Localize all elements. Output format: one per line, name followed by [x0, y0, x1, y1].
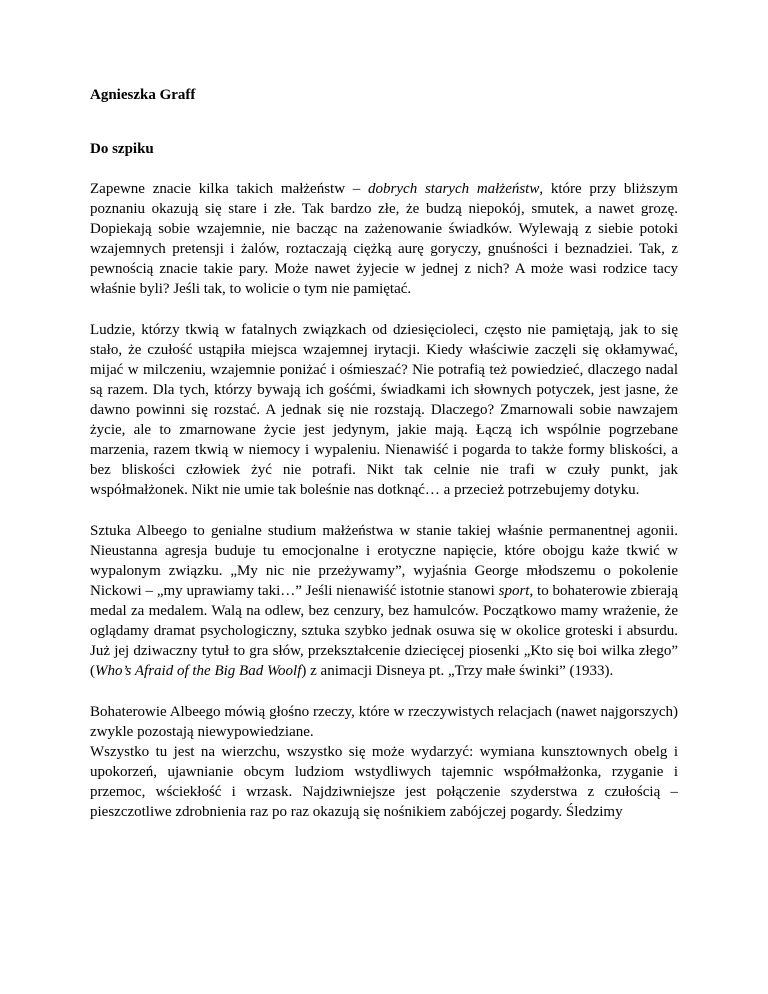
- body-paragraph: [90, 521, 678, 681]
- text-segment: Sztuka Albeego to genialne studium małżeństwa w stanie takiej właśnie permanentnej agonii. Nieustanna agresja buduje tu emocjonalne i erotyczne napięcie, które obojgu każe tkwić w wypalonym związku. „My nic nie przeżywamy”, wyjaśnia George młodszemu o pokolenie Nickowi – „my uprawiamy taki…” Jeśli nienawiść istotnie stanowi: [90, 523, 678, 599]
- author-name: Agnieszka Graff: [90, 87, 196, 103]
- body-paragraph: [90, 742, 678, 822]
- body-paragraph: [90, 179, 678, 299]
- italic-text: Who’s Afraid of the Big Bad Woolf: [95, 663, 302, 679]
- text-segment: ) z animacji Disneya pt. „Trzy małe świnki” (1933).: [301, 663, 614, 679]
- document-content: [90, 85, 678, 843]
- text-segment: Wszystko tu jest na wierzchu, wszystko się może wydarzyć: wymiana kunsztownych obelg i upokorzeń, ujawnianie obcym ludziom wstydliwych tajemnic współmałżonka, rzyganie i przemoc, wściekłość i wrzask. Najdziwniejsze jest połączenie szyderstwa z czułością – pieszczotliwe zdrobnienia raz po raz okazują się nośnikiem zabójczej pogardy. Śledzimy: [90, 744, 678, 820]
- article-body: [90, 179, 678, 822]
- italic-text: sport: [498, 583, 530, 599]
- body-paragraph: [90, 702, 678, 742]
- text-segment: Bohaterowie Albeego mówią głośno rzeczy, które w rzeczywistych relacjach (nawet najgorszych) zwykle pozostają niewypowiedziane.: [90, 704, 678, 740]
- body-paragraph: [90, 320, 678, 500]
- article-title: Do szpiku: [90, 141, 154, 157]
- text-segment: Ludzie, którzy tkwią w fatalnych związkach od dziesięcioleci, często nie pamiętają, jak to się stało, że czułość ustąpiła miejsca wzajemnej irytacji. Kiedy właściwie zaczęli się okłamywać, mijać w milczeniu, wzajemnie poniżać i ośmieszać? Nie potrafią też powiedzieć, dlaczego nadal są razem. Dla tych, którzy bywają ich gośćmi, świadkami ich słownych potyczek, jest jasne, że dawno powinni się rozstać. A jednak się nie rozstają. Dlaczego? Zmarnowali sobie nawzajem życie, ale to zmarnowane życie jest jedynym, jakie mają. Łączą ich wspólnie pogrzebane marzenia, razem tkwią w niemocy i wypaleniu. Nienawiść i pogarda to także formy bliskości, a bez bliskości człowiek żyć nie potrafi. Nikt tak celnie nie trafi w czuły punkt, jak współmałżonek. Nikt nie umie tak boleśnie nas dotknąć… a przecież potrzebujemy dotyku.: [90, 322, 678, 498]
- text-segment: , które przy bliższym poznaniu okazują się stare i złe. Tak bardzo złe, że budzą niepokój, smutek, a nawet grozę. Dopiekają sobie wzajemnie, nie bacząc na zażenowanie świadków. Wylewają z siebie potoki wzajemnych pretensji i żalów, roztaczają ciężką aurę goryczy, gnuśności i beznadziei. Tak, z pewnością znacie takie pary. Może nawet żyjecie w jednej z nich? A może wasi rodzice tacy właśnie byli? Jeśli tak, to wolicie o tym nie pamiętać.: [90, 181, 678, 297]
- text-segment: , to bohaterowie zbierają medal za medalem. Walą na odlew, bez cenzury, bez hamulców. Początkowo mamy wrażenie, że oglądamy dramat psychologiczny, sztuka szybko jednak osuwa się w okolice groteski i absurdu. Już jej dziwaczny tytuł to gra słów, przekształcenie dziecięcej piosenki „Kto się boi wilka złego” (: [90, 583, 678, 679]
- text-segment: Zapewne znacie kilka takich małżeństw –: [90, 181, 369, 197]
- italic-text: dobrych starych małżeństw: [368, 181, 540, 197]
